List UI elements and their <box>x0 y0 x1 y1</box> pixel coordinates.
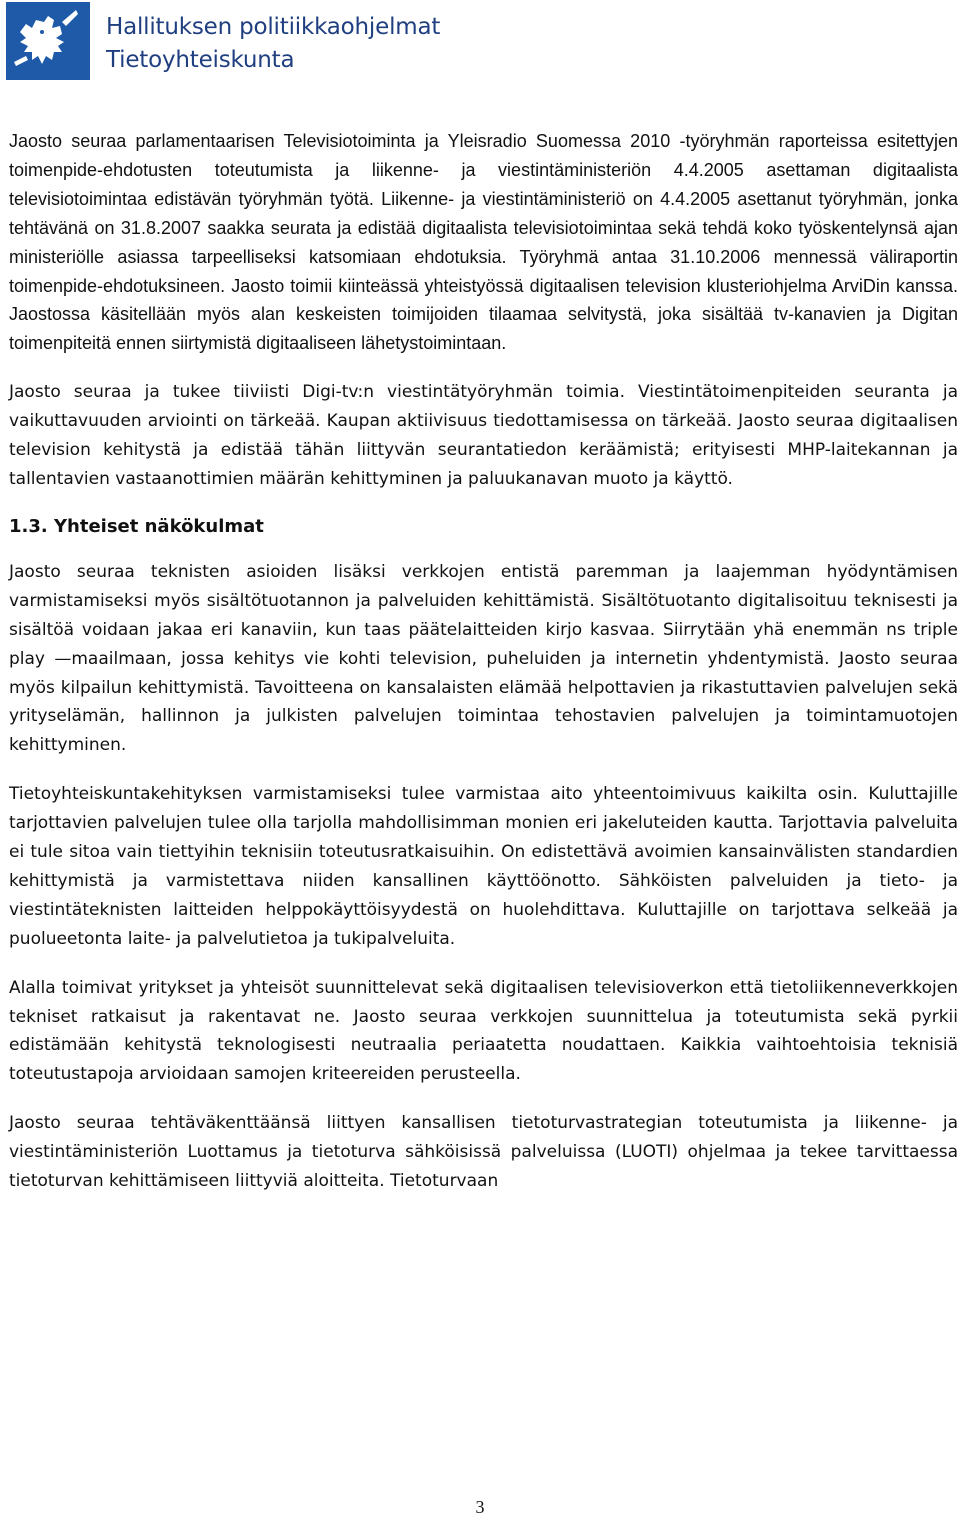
finland-lion-crest-icon <box>6 2 90 80</box>
paragraph: Jaosto seuraa ja tukee tiiviisti Digi-tv:n viestintätyöryhmän toimia. Viestintätoimenpiteiden seuranta ja vaikuttavuuden arviointi on tärkeää. Kaupan aktiivisuus tiedottamisessa on tärkeää. Jaosto seuraa digitaalisen television kehitystä ja edistää tähän liittyvän seurantatiedon keräämistä; erityisesti MHP-laitekannan ja tallentavien vastaanottimien määrän kehittyminen ja paluukanavan muoto ja käyttö. <box>9 382 958 489</box>
paragraph: Tietoyhteiskuntakehityksen varmistamiseksi tulee varmistaa aito yhteentoimivuus kaikilta osin. Kuluttajille tarjottavien palvelujen tulee olla tarjolla mahdollisimman monien eri jakeluteiden kautta. Tarjottavia palveluita ei tule sitoa vain tiettyihin teknisiin toteutusratkaisuihin. On edistettävä avoimien kansainvälisten standardien kehittymistä ja varmistettava niiden kansallinen käyttöönotto. Sähköisten palveluiden ja tieto- ja viestintäteknisten laitteiden helppokäyttöisyydestä on huolehdittava. Kuluttajille on tarjottava selkeää ja puolueetonta laite- ja palvelutietoa ja tukipalveluita. <box>9 784 958 949</box>
page-header <box>6 0 506 84</box>
page-number: 3 <box>475 1497 485 1517</box>
paragraph: Jaosto seuraa tehtäväkenttäänsä liittyen kansallisen tietoturvastrategian toteutumista ja liikenne- ja viestintäministeriön Luottamus ja tietoturva sähköisissä palveluissa (LUOTI) ohjelmaa ja tekee tarvittaessa tietoturvan kehittämiseen liittyviä aloitteita. Tietoturvaan <box>9 1113 958 1192</box>
org-unit: Tietoyhteiskunta <box>106 47 295 73</box>
section-heading: 1.3. Yhteiset näkökulmat <box>9 515 264 537</box>
paragraph: Jaosto seuraa teknisten asioiden lisäksi verkkojen entistä paremman ja laajemman hyödyntämisen varmistamiseksi myös sisältötuotannon ja palveluiden kehittämistä. Sisältötuotanto digitalisoituu teknisesti ja sisältöä voidaan jakaa eri kanaviin, kun taas päätelaitteiden kirjo kasvaa. Siirrytään yhä enemmän ns triple play —maailmaan, jossa kehitys vie kohti television, puheluiden ja internetin yhdentymistä. Jaosto seuraa myös kilpailun kehittymistä. Tavoitteena on kansalaisten elämää helpottavien ja rikastuttavien palvelujen sekä yrityselämän, hallinnon ja julkisten palvelujen toimintaa tehostavien palvelujen ja toimintamuotojen kehittyminen. <box>9 561 958 756</box>
paragraph: Alalla toimivat yritykset ja yhteisöt suunnittelevat sekä digitaalisen televisioverkon että tietoliikenneverkkojen tekniset ratkaisut ja rakentavat ne. Jaosto seuraa verkkojen suunnittelua ja toteutumista sekä pyrkii edistämään kehitystä teknologisesti neutraalia periaatetta noudattaen. Kaikkia vaihtoehtoisia teknisiä toteutustapoja arvioidaan samojen kriteereiden perusteella. <box>9 977 958 1085</box>
org-name: Hallituksen politiikkaohjelmat <box>106 14 441 40</box>
document-body <box>9 127 958 1216</box>
paragraph: Jaosto seuraa parlamentaarisen Televisiotoiminta ja Yleisradio Suomessa 2010 -työryhmän raporteissa esitettyjen toimenpide-ehdotusten toteutumista ja liikenne- ja viestintäministeriön 4.4.2005 asettaman digitaalista televisiotoimintaa edistävän työryhmän työtä. Liikenne- ja viestintäministeriö on 4.4.2005 asettanut työryhmän, jonka tehtävänä on 31.8.2007 saakka seurata ja edistää digitaalista televisiotoimintaa sekä tehdä koko työskentelynsä ajan ministeriölle asiassa tarpeelliseksi katsomiaan ehdotuksia. Työryhmä antaa 31.10.2006 mennessä väliraportin toimenpide-ehdotuksineen. Jaosto toimii kiinteässä yhteistyössä digitaalisen television klusteriohjelma ArviDin kanssa. Jaostossa käsitellään myös alan keskeisten toimijoiden tilaamaa selvitystä, joka sisältää tv-kanavien ja Digitan toimenpiteitä ennen siirtymistä digitaaliseen lähetystoimintaan. <box>9 131 958 354</box>
